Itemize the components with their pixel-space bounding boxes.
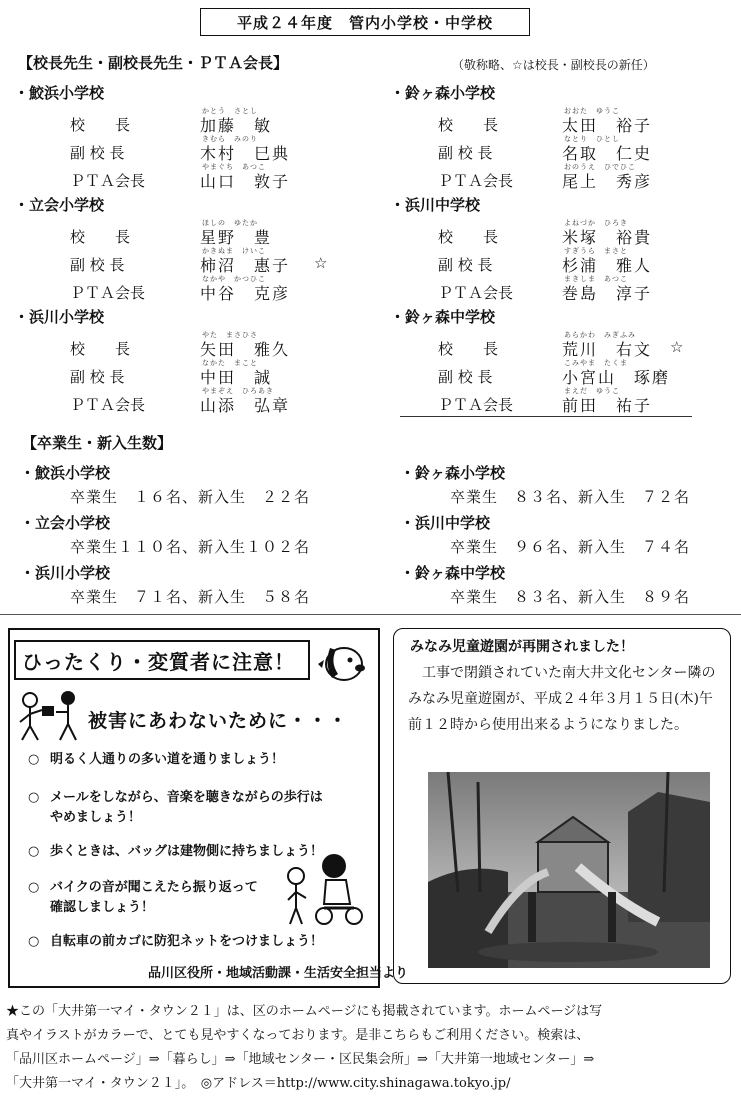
official-name: 小宮山 琢磨 [562,368,671,387]
name-ruby: まえだ ゆうこ [564,387,620,395]
official-role: ＰＴＡ会長 [438,172,514,190]
dog-mascot-icon [310,634,372,688]
official-role: ＰＴＡ会長 [70,284,146,302]
name-ruby: すぎうら まさと [564,247,628,255]
graduate-enrollment-count: 卒業生 ９６名、新入生 ７４名 [450,538,691,556]
official-role: 副 校 長 [70,256,125,274]
officials-note: （敬称略、☆は校長・副校長の新任） [452,58,655,72]
snatching-illustration-icon [14,688,84,744]
counts-section-title: 【卒業生・新入生数】 [22,434,173,452]
park-notice-body: 工事で閉鎖されていた南大井文化センター隣のみなみ児童遊園が、平成２４年３月１５日(木)午前１２時から使用出来るようになりました。 [408,665,716,733]
school-heading: ・鈴ヶ森中学校 [390,308,496,326]
school-heading: ・鮫浜小学校 [14,84,105,102]
official-name: 太田 裕子 [562,116,653,135]
official-name: 杉浦 雅人 [562,256,653,275]
tip-text: 歩くときは、バッグは建物側に持ちましょう！ [50,844,324,859]
official-role: 副 校 長 [438,256,493,274]
official-name: 米塚 裕貴 [562,228,653,247]
footer-line: ★この「大井第一マイ・タウン２１」は、区のホームページにも掲載されています。ホームページは写 [6,1004,603,1019]
graduate-enrollment-count: 卒業生 ８３名、新入生 ７２名 [450,488,691,506]
official-role: 校 長 [70,116,131,134]
school-heading: ・浜川中学校 [390,196,481,214]
playground-photo [428,772,710,968]
name-ruby: おのうえ ひでひこ [564,163,636,171]
tip-text: 明るく人通りの多い道を通りましょう！ [50,752,285,767]
warning-credit: 品川区役所・地域活動課・生活安全担当より [148,966,409,981]
scooter-illustration-icon [284,842,364,932]
tip-bullet-icon: ○ [28,880,40,895]
footer-line: 真やイラストがカラーで、とても見やすくなっております。是非こちらもご利用ください。検索は、 [6,1028,590,1043]
tip-text: バイクの音が聞こえたら振り返って [50,880,258,895]
safety-tip [28,930,323,949]
name-ruby: よねづか ひろき [564,219,628,227]
tip-text: 自転車の前カゴに防犯ネットをつけましょう！ [50,934,324,949]
official-name: 矢田 雅久 [200,340,291,359]
footer-line: 「大井第一マイ・タウン２１」。 ◎アドレス＝http://www.city.shinagawa.tokyo.jp/ [6,1076,511,1091]
name-ruby: まきしま あつこ [564,275,628,283]
official-name: 木村 巳典 [200,144,291,163]
count-school-heading: ・立会小学校 [20,514,111,532]
official-name: 柿沼 惠子 [200,256,291,275]
safety-tip [50,896,154,915]
count-school-heading: ・鮫浜小学校 [20,464,111,482]
official-name: 名取 仁史 [562,144,653,163]
official-role: 校 長 [70,228,131,246]
official-name: 山添 弘章 [200,396,291,415]
safety-tip [28,840,323,859]
name-ruby: かとう さとし [202,107,258,115]
count-school-heading: ・浜川中学校 [400,514,491,532]
official-role: 副 校 長 [70,368,125,386]
official-name: 前田 祐子 [562,396,653,415]
official-role: ＰＴＡ会長 [70,396,146,414]
tip-text: やめましょう！ [50,810,142,825]
official-role: ＰＴＡ会長 [70,172,146,190]
safety-tip [50,806,141,825]
official-name: 中田 誠 [200,368,273,387]
official-name: 山口 敦子 [200,172,291,191]
name-ruby: かきぬま けいこ [202,247,266,255]
official-name: 巻島 淳子 [562,284,653,303]
name-ruby: やた まさひさ [202,331,258,339]
graduate-enrollment-count: 卒業生１１０名、新入生１０２名 [70,538,311,556]
official-role: 副 校 長 [70,144,125,162]
safety-tip [28,876,258,895]
tip-bullet-icon: ○ [28,844,40,859]
safety-tip [28,748,284,767]
official-role: 副 校 長 [438,368,493,386]
official-name: 加藤 敏 [200,116,273,135]
name-ruby: なかた まこと [202,359,258,367]
official-role: ＰＴＡ会長 [438,396,514,414]
official-role: 校 長 [438,340,499,358]
official-role: ＰＴＡ会長 [438,284,514,302]
footer-line: 「品川区ホームページ」⇒「暮らし」⇒「地域センター・区民集会所」⇒「大井第一地域センター」⇒ [6,1052,595,1067]
tip-text: メールをしながら、音楽を聴きながらの歩行は [50,790,323,805]
official-name: 尾上 秀彦 [562,172,653,191]
official-name: 中谷 克彦 [200,284,291,303]
name-ruby: こみやま たくま [564,359,628,367]
officials-section-title: 【校長先生・副校長先生・ＰＴＡ会長】 [18,54,289,72]
official-role: 校 長 [70,340,131,358]
count-school-heading: ・鈴ヶ森小学校 [400,464,506,482]
official-role: 校 長 [438,116,499,134]
name-ruby: ほしの ゆたか [202,219,258,227]
warning-subtitle: 被害にあわないために・・・ [88,710,349,732]
tip-bullet-icon: ○ [28,752,40,767]
school-heading: ・立会小学校 [14,196,105,214]
section-border [0,614,741,615]
section-divider [400,416,692,417]
warning-title-frame [14,640,310,680]
name-ruby: おおた ゆうこ [564,107,620,115]
safety-tip [28,786,323,805]
new-appointment-star: ☆ [314,254,328,272]
tip-text: 確認しましょう！ [50,900,155,915]
official-role: 校 長 [438,228,499,246]
name-ruby: きむら みのり [202,135,258,143]
park-notice-title: みなみ児童遊園が再開されました！ [410,639,634,655]
graduate-enrollment-count: 卒業生 １６名、新入生 ２２名 [70,488,311,506]
tip-bullet-icon: ○ [28,934,40,949]
graduate-enrollment-count: 卒業生 ８３名、新入生 ８９名 [450,588,691,606]
tip-bullet-icon: ○ [28,790,40,805]
name-ruby: なとり ひとし [564,135,620,143]
count-school-heading: ・鈴ヶ森中学校 [400,564,506,582]
name-ruby: やまぐち あつこ [202,163,266,171]
warning-title: ひったくり・変質者に注意！ [22,649,295,674]
graduate-enrollment-count: 卒業生 ７１名、新入生 ５８名 [70,588,311,606]
name-ruby: あらかわ みぎふみ [564,331,636,339]
count-school-heading: ・浜川小学校 [20,564,111,582]
official-name: 荒川 右文 [562,340,653,359]
name-ruby: やまぞえ ひろあき [202,387,274,395]
footer-notice [6,1000,740,1096]
school-heading: ・浜川小学校 [14,308,105,326]
official-role: 副 校 長 [438,144,493,162]
new-appointment-star: ☆ [670,338,684,356]
official-name: 星野 豊 [200,228,273,247]
school-heading: ・鈴ヶ森小学校 [390,84,496,102]
page-title: 平成２４年度 管内小学校・中学校 [200,8,530,36]
name-ruby: なかや かつひこ [202,275,266,283]
